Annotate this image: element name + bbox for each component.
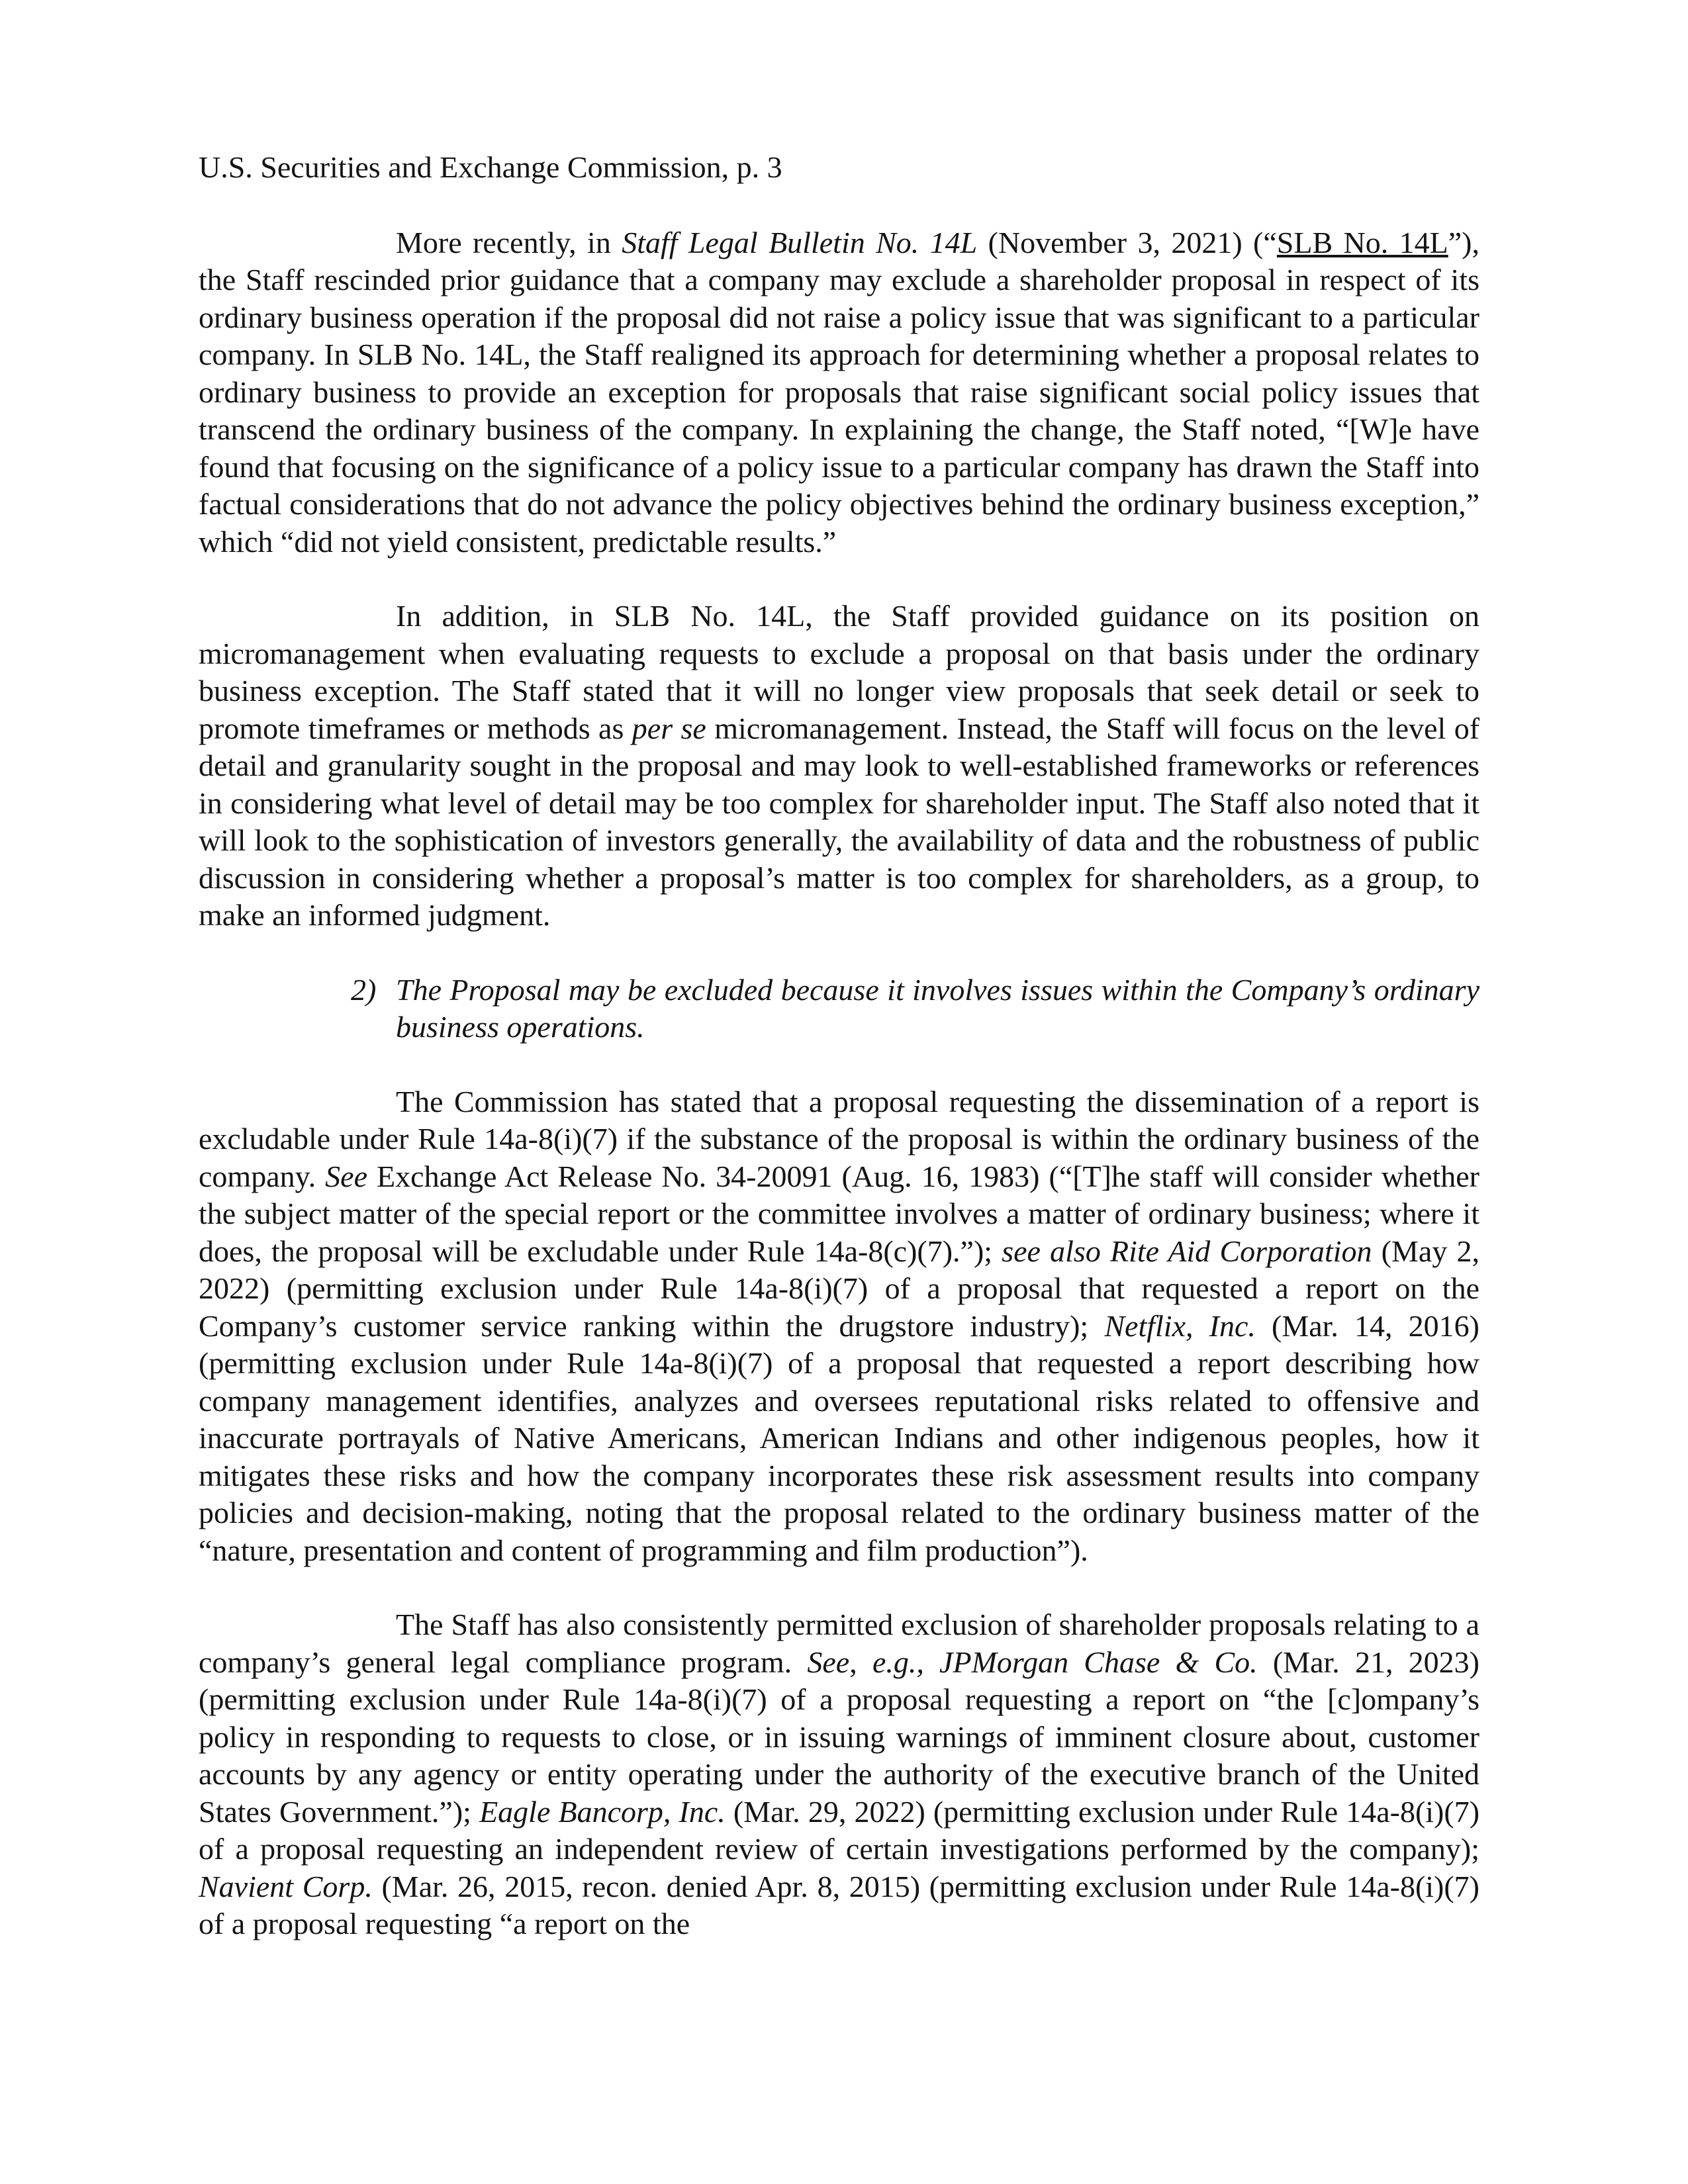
citation-italic: Eagle Bancorp, Inc. bbox=[479, 1794, 726, 1829]
text-run: micromanagement. Instead, the Staff will focus on the level of detail and granularity sought in the proposal and may look to well-established frameworks or references in considering what level of detail may be too complex for shareholder input. The Staff also noted that it will look to the sophistication of investors generally, the availability of data and the robustness of public discussion in considering whether a proposal’s matter is too complex for shareholders, as a group, to make an informed judgment. bbox=[199, 711, 1480, 932]
signal-italic: See bbox=[325, 1159, 368, 1193]
page-header: U.S. Securities and Exchange Commission, p. 3 bbox=[199, 150, 782, 184]
term-italic: per se bbox=[632, 711, 706, 745]
text-run: (Mar. 14, 2016) (permitting exclusion under Rule 14a-8(i)(7) of a proposal that requested a report describing how company management identifies, analyzes and oversees reputational risks related to offensive and inaccurate portrayals of Native Americans, American Indians and other indigenous peoples, how it mitigates these risks and how the company incorporates these risk assessment results into company policies and decision-making, noting that the proposal related to the ordinary business matter of the “nature, presentation and content of programming and film production”). bbox=[199, 1308, 1479, 1567]
text-run: ”), the Staff rescinded prior guidance that a company may exclude a shareholder proposal in respect of its ordinary business operation if the proposal did not raise a policy issue that was significant to a particular company. In SLB No. 14L, the Staff realigned its approach for determining whether a proposal relates to ordinary business to provide an exception for proposals that raise significant social policy issues that transcend the ordinary business of the company. In explaining the change, the Staff noted, “[W]e have found that focusing on the significance of a policy issue to a particular company has drawn the Staff into factual considerations that do not advance the policy objectives behind the ordinary business exception,” which “did not yield consistent, predictable results.” bbox=[199, 225, 1479, 559]
text-run: In addition, in SLB No. 14L, the Staff provided guidance on its position on micromanagement when evaluating requests to exclude a proposal on that basis under the ordinary business exception. The Staff stated that it will no longer view proposals that seek detail or seek to promote timeframes or methods as bbox=[199, 599, 1479, 745]
citation-italic: see also Rite Aid Corporation bbox=[1002, 1234, 1372, 1268]
section-heading-text: The Proposal may be excluded because it involves issues within the Company’s ordinary business operations. bbox=[396, 972, 1479, 1044]
text-run: The Commission has stated that a proposal requesting the dissemination of a report is excludable under Rule 14a-8(i)(7) if the substance of the proposal is within the ordinary business of the company. bbox=[199, 1084, 1479, 1193]
citation-italic: e.g., JPMorgan Chase & Co. bbox=[872, 1645, 1258, 1679]
section-heading-number: 2) bbox=[351, 972, 377, 1007]
text-run: (Mar. 29, 2022) (permitting exclusion under Rule 14a-8(i)(7) of a proposal requesting an independent review of certain investigations performed by the company); bbox=[199, 1794, 1480, 1866]
citation-italic: Staff Legal Bulletin No. 14L bbox=[622, 225, 978, 259]
text-run: (May 2, 2022) (permitting exclusion under Rule 14a-8(i)(7) of a proposal that requested a report on the Company’s customer service ranking within the drugstore industry); bbox=[199, 1234, 1479, 1343]
citation-italic: Navient Corp. bbox=[199, 1869, 373, 1903]
text-run: (Mar. 21, 2023) (permitting exclusion under Rule 14a-8(i)(7) of a proposal requesting a report on “the [c]ompany’s policy in responding to requests to close, or in issuing warnings of imminent closure about, customer accounts by any agency or entity operating under the authority of the executive branch of the United States Government.”); bbox=[199, 1645, 1479, 1829]
signal-italic: See bbox=[807, 1645, 850, 1679]
paragraph-legal-compliance bbox=[199, 1606, 1479, 1943]
text-run: (Mar. 26, 2015, recon. denied Apr. 8, 2015) (permitting exclusion under Rule 14a-8(i)(7) of a proposal requesting “a report on the bbox=[199, 1869, 1479, 1940]
text-run: , bbox=[849, 1645, 872, 1679]
text-run: More recently, in bbox=[396, 225, 622, 259]
text-run: The Staff has also consistently permitted exclusion of shareholder proposals relating to a company’s general legal compliance program. bbox=[199, 1608, 1479, 1679]
paragraph-slb-14l bbox=[199, 224, 1479, 561]
section-heading bbox=[199, 972, 1479, 1046]
citation-italic: Netflix, Inc. bbox=[1104, 1308, 1256, 1343]
text-run: Exchange Act Release No. 34-20091 (Aug. 16, 1983) (“[T]he staff will consider whether the subject matter of the special report or the committee involves a matter of ordinary business; where it does, the proposal will be excludable under Rule 14a-8(c)(7).”); bbox=[199, 1159, 1479, 1268]
text-run: (November 3, 2021) (“ bbox=[977, 225, 1277, 259]
defined-term-underlined: SLB No. 14L bbox=[1276, 225, 1448, 259]
document-page bbox=[199, 149, 1479, 1980]
paragraph-micromanagement bbox=[199, 598, 1479, 934]
paragraph-commission-report bbox=[199, 1083, 1479, 1570]
